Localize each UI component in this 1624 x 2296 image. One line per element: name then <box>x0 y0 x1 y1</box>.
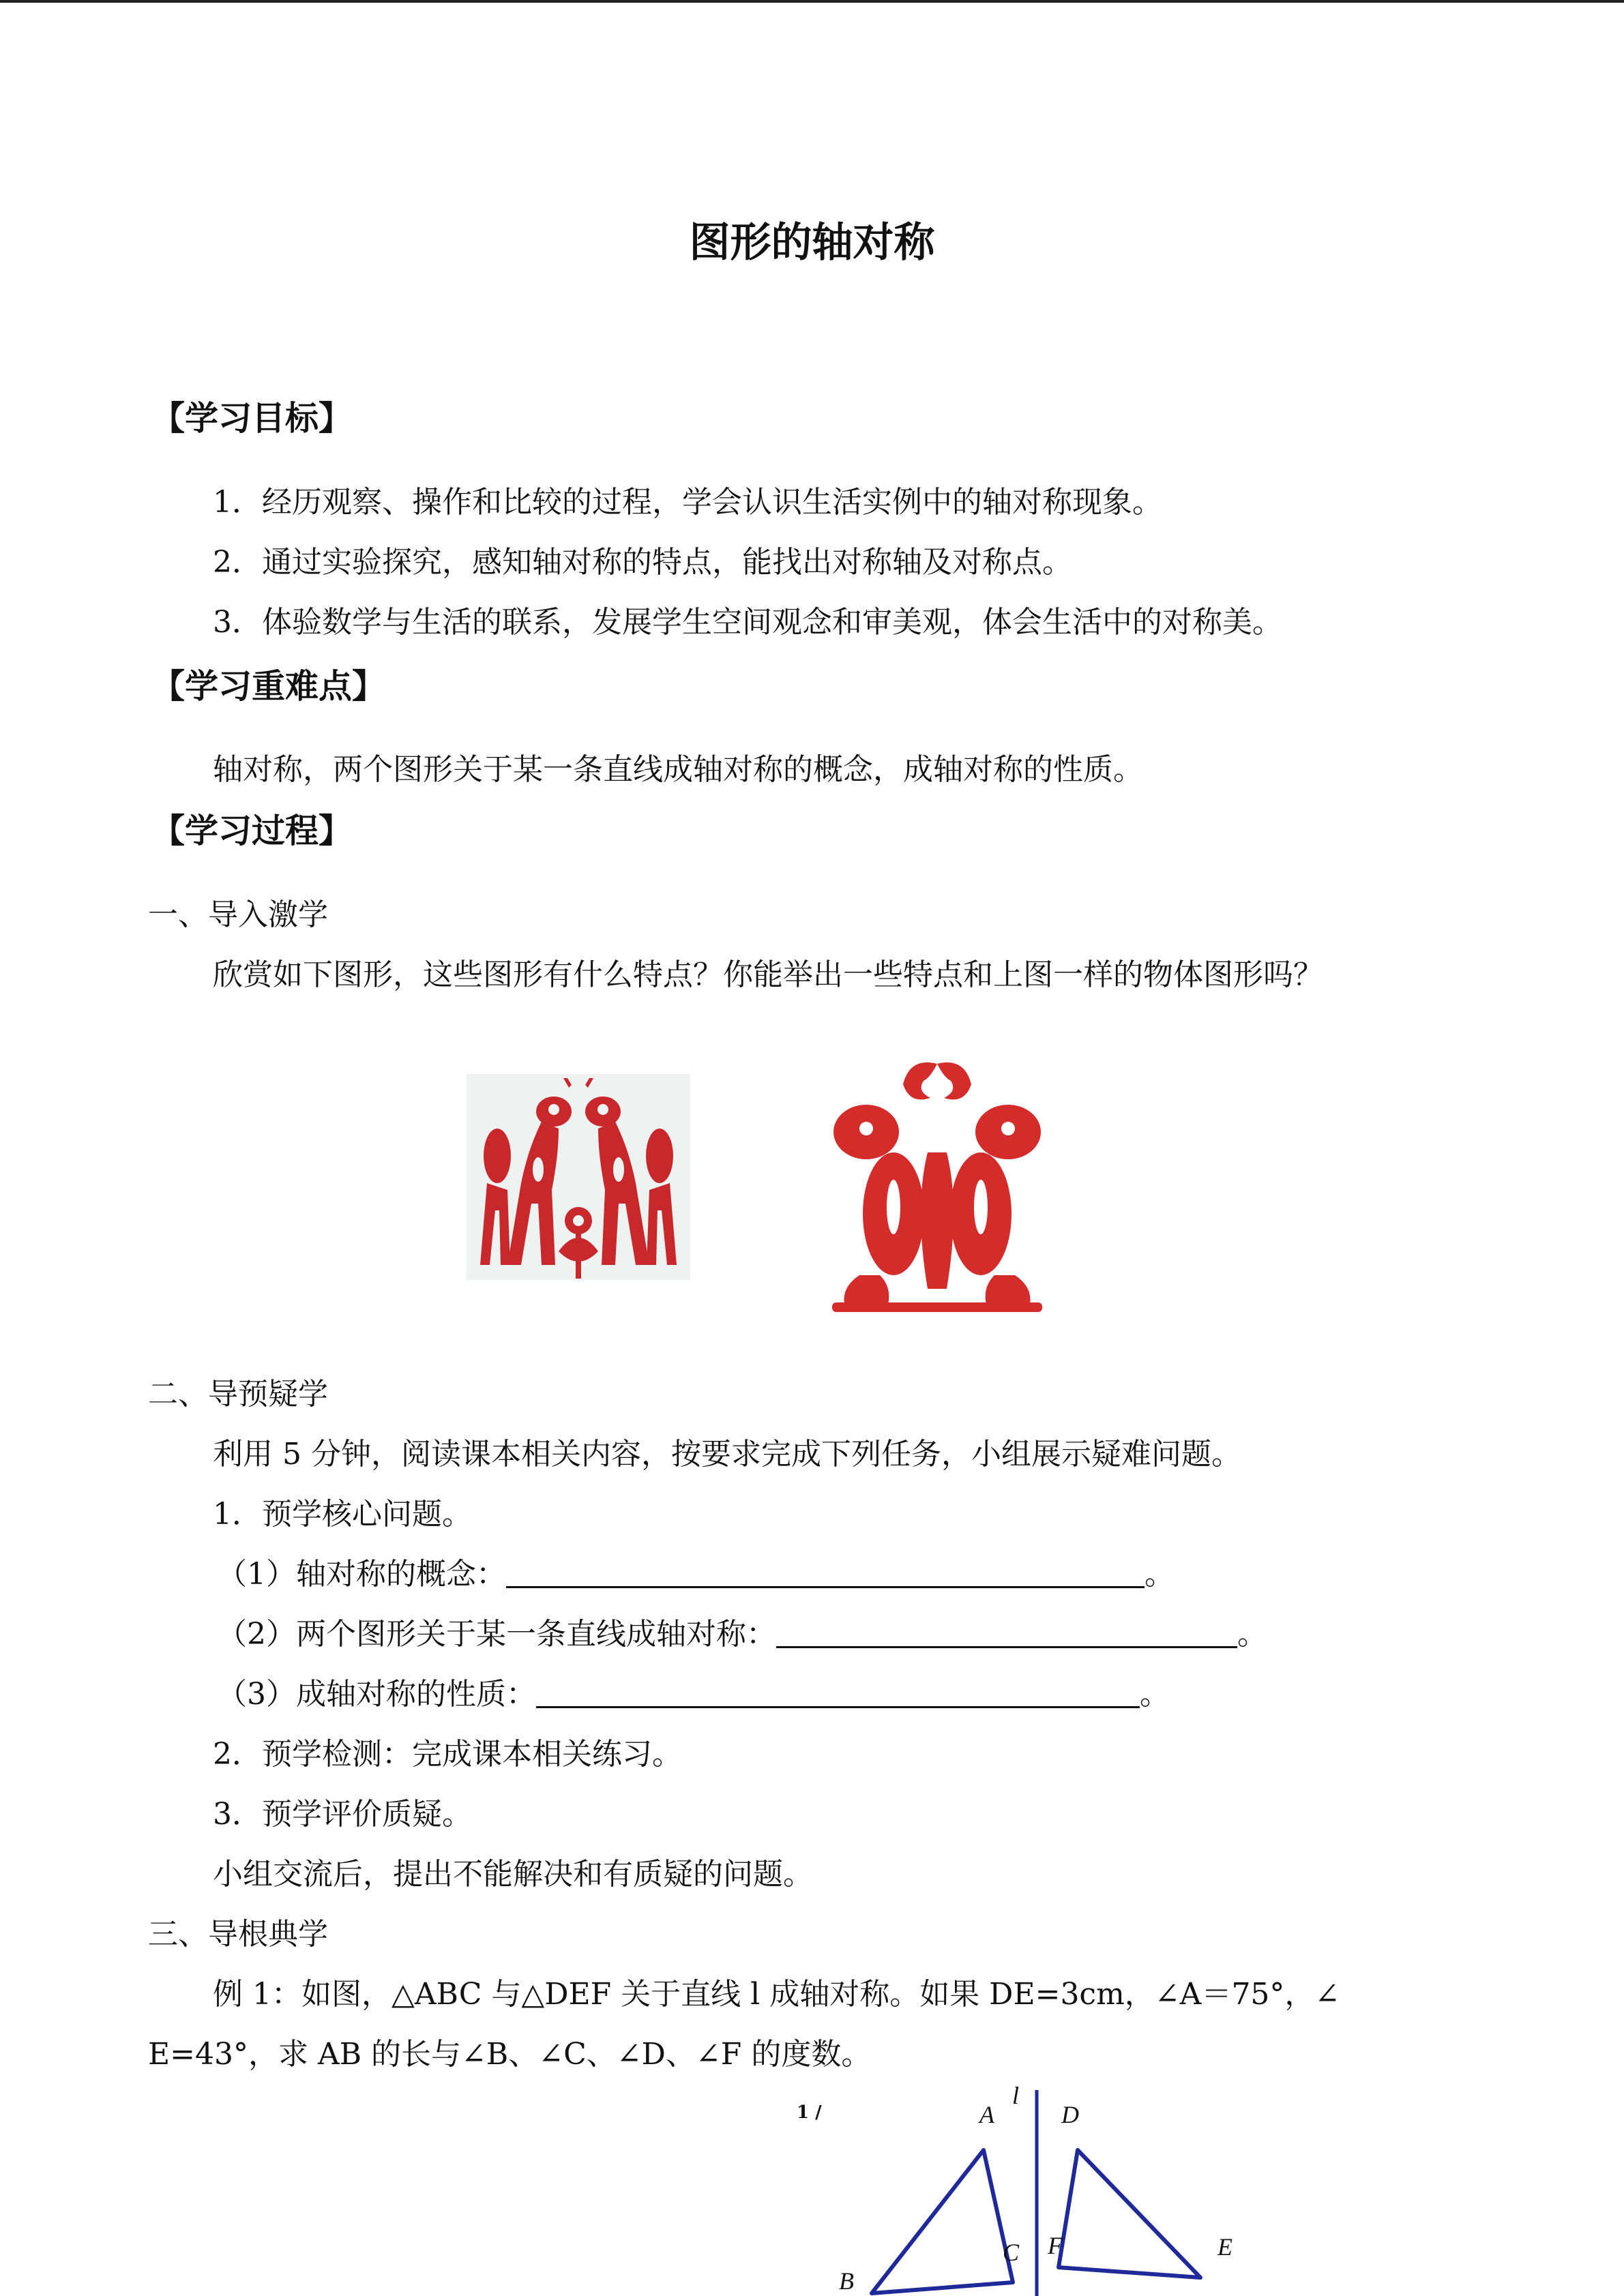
question-2 <box>217 1609 1267 1653</box>
page-top-border <box>0 0 1624 3</box>
label-d: D <box>1061 2101 1079 2128</box>
example-line-1: 例 1：如图，△ABC 与△DEF 关于直线 l 成轴对称。如果 DE=3cm，∠A＝75°，∠ <box>213 1977 1340 2012</box>
goal-1: 1．经历观察、操作和比较的过程，学会认识生活实例中的轴对称现象。 <box>213 485 1162 520</box>
process-header: 【学习过程】 <box>151 811 353 850</box>
example-line-2: E=43°，求 AB 的长与∠B、∠C、∠D、∠F 的度数。 <box>148 2037 872 2072</box>
label-a: A <box>979 2101 994 2128</box>
part2-heading: 二、导预疑学 <box>148 1377 328 1412</box>
question-2-blank[interactable] <box>776 1619 1237 1648</box>
triangle-abc <box>872 2150 1013 2293</box>
part3-heading: 三、导根典学 <box>148 1917 328 1952</box>
question-1-blank[interactable] <box>506 1559 1145 1588</box>
goals-header: 【学习目标】 <box>151 399 353 438</box>
triangle-def <box>1059 2150 1200 2278</box>
question-1 <box>217 1549 1175 1593</box>
label-c: C <box>1003 2239 1020 2266</box>
question-3-end: 。 <box>1140 1677 1170 1712</box>
symmetry-figure <box>818 2076 1296 2296</box>
question-1-label: （1）轴对称的概念： <box>217 1557 506 1592</box>
question-2-label: （2）两个图形关于某一条直线成轴对称： <box>217 1617 776 1652</box>
label-l: l <box>1012 2082 1020 2109</box>
label-e: E <box>1217 2233 1232 2261</box>
question-3-blank[interactable] <box>536 1679 1140 1708</box>
part1-heading: 一、导入激学 <box>148 897 328 932</box>
part1-text: 欣赏如下图形，这些图形有什么特点？你能举出一些特点和上图一样的物体图形吗？ <box>213 957 1323 992</box>
part2-item3: 3．预学评价质疑。 <box>213 1797 472 1832</box>
part2-item1: 1．预学核心问题。 <box>213 1497 472 1532</box>
goal-3: 3．体验数学与生活的联系，发展学生空间观念和审美观，体会生活中的对称美。 <box>213 605 1282 640</box>
keypoints-text: 轴对称，两个图形关于某一条直线成轴对称的概念，成轴对称的性质。 <box>213 752 1143 787</box>
deer-papercut-image <box>467 1074 690 1280</box>
label-f: F <box>1048 2232 1063 2259</box>
question-3-label: （3）成轴对称的性质： <box>217 1677 536 1712</box>
page-number: 1 / <box>797 2102 822 2123</box>
part2-item3-text: 小组交流后，提出不能解决和有质疑的问题。 <box>213 1857 813 1892</box>
question-2-end: 。 <box>1237 1617 1267 1652</box>
label-b: B <box>839 2267 854 2295</box>
mice-papercut-image <box>818 1050 1056 1328</box>
keypoints-header: 【学习重难点】 <box>151 667 386 706</box>
part2-intro: 利用 5 分钟，阅读课本相关内容，按要求完成下列任务，小组展示疑难问题。 <box>213 1437 1241 1472</box>
page-title: 图形的轴对称 <box>689 219 935 267</box>
question-3 <box>217 1669 1170 1713</box>
part2-item2: 2．预学检测：完成课本相关练习。 <box>213 1737 682 1772</box>
goal-2: 2．通过实验探究，感知轴对称的特点，能找出对称轴及对称点。 <box>213 545 1072 580</box>
question-1-end: 。 <box>1145 1557 1175 1592</box>
